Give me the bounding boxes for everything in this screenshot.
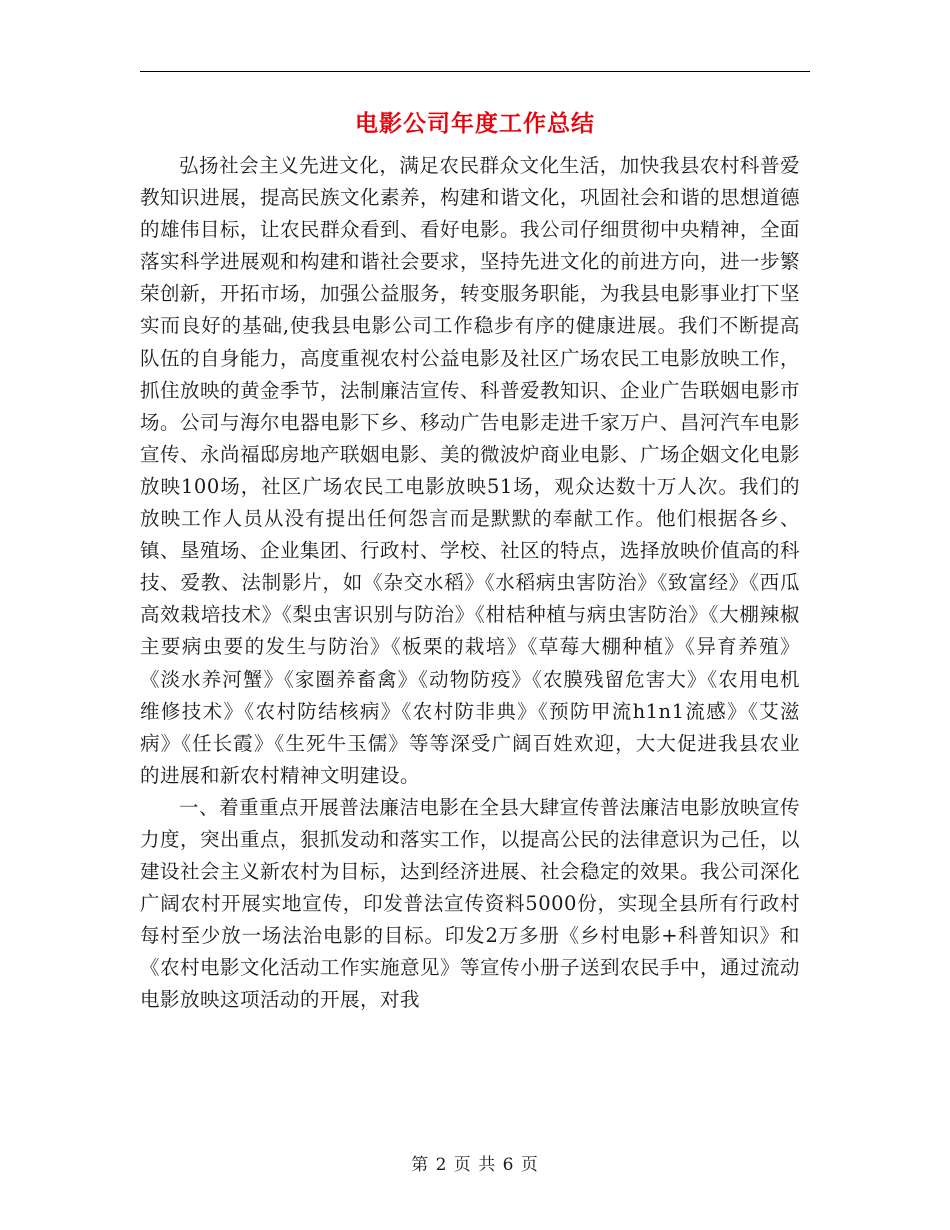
paragraph-2: 一、着重重点开展普法廉洁电影在全县大肆宣传普法廉洁电影放映宣传力度，突出重点，狠抓发动和落实工作，以提高公民的法律意识为己任，以建设社会主义新农村为目标，达到经济进展、社会稳定的效果。我公司深化广阔农村开展实地宣传，印发普法宣传资料5000份，实现全县所有行政村每村至少放一场法治电影的目标。印发2万多册《乡村电影+科普知识》和《农村电影文化活动工作实施意见》等宣传小册子送到农民手中，通过流动电影放映这项活动的开展，对我 <box>140 795 801 1012</box>
document-title: 电影公司年度工作总结 <box>355 110 595 137</box>
paragraph-1: 弘扬社会主义先进文化，满足农民群众文化生活，加快我县农村科普爱教知识进展，提高民族文化素养，构建和谐文化，巩固社会和谐的思想道德的雄伟目标，让农民群众看到、看好电影。我公司仔细贯彻中央精神，全面落实科学进展观和构建和谐社会要求，坚持先进文化的前进方向，进一步繁荣创新，开拓市场，加强公益服务，转变服务职能，为我县电影事业打下坚实而良好的基础,使我县电影公司工作稳步有序的健康进展。我们不断提高队伍的自身能力，高度重视农村公益电影及社区广场农民工电影放映工作，抓住放映的黄金季节，法制廉洁宣传、科普爱教知识、企业广告联姻电影市场。公司与海尔电器电影下乡、移动广告电影走进千家万户、昌河汽车电影宣传、永尚福邸房地产联姻电影、美的微波炉商业电影、广场企姻文化电影放映100场，社区广场农民工电影放映51场，观众达数十万人次。我们的放映工作人员从没有提出任何怨言而是默默的奉献工作。他们根据各乡、镇、垦殖场、企业集团、行政村、学校、社区的特点，选择放映价值高的科技、爱教、法制影片，如《杂交水稻》《水稻病虫害防治》《致富经》《西瓜高效栽培技术》《梨虫害识别与防治》《柑桔种植与病虫害防治》《大棚辣椒主要病虫要的发生与防治》《板栗的栽培》《草莓大棚种植》《异育养殖》《淡水养河蟹》《家圈养畜禽》《动物防疫》《农膜残留危害大》《农用电机维修技术》《农村防结核病》《农村防非典》《预防甲流h1n1流感》《艾滋病》《任长霞》《生死牛玉儒》等等深受广阔百姓欢迎，大大促进我县农业的进展和新农村精神文明建设。 <box>140 154 801 787</box>
document-body <box>140 150 800 1017</box>
header-rule <box>140 71 810 72</box>
page-footer: 第 2 页 共 6 页 <box>411 1155 539 1175</box>
